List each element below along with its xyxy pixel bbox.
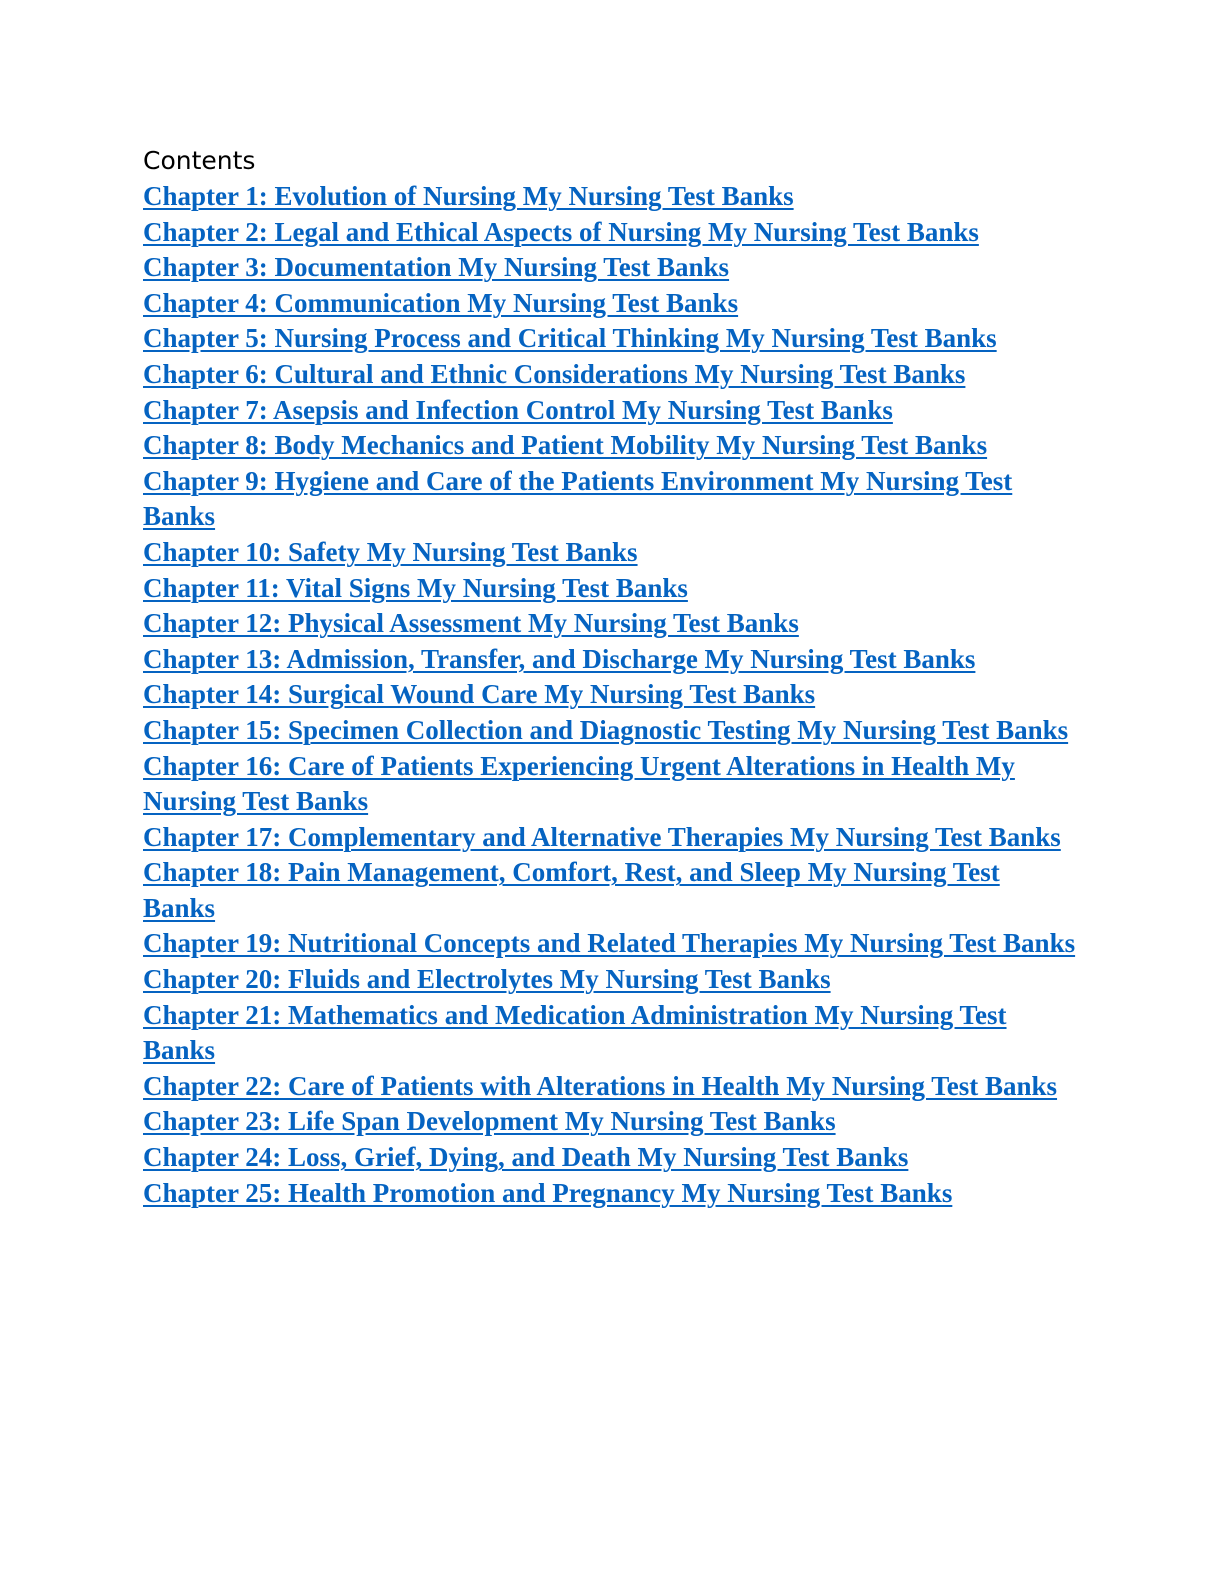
document-page bbox=[143, 142, 1078, 1211]
toc-link-chapter-16[interactable]: Chapter 16: Care of Patients Experiencing Urgent Alterations in Health My Nursing Test Banks bbox=[143, 750, 1015, 817]
toc-item-chapter-8 bbox=[143, 428, 1078, 464]
toc-link-chapter-24[interactable]: Chapter 24: Loss, Grief, Dying, and Death My Nursing Test Banks bbox=[143, 1142, 909, 1173]
toc-item-chapter-19 bbox=[143, 926, 1078, 962]
toc-link-chapter-2[interactable]: Chapter 2: Legal and Ethical Aspects of Nursing My Nursing Test Banks bbox=[143, 216, 979, 247]
toc-link-chapter-17[interactable]: Chapter 17: Complementary and Alternative Therapies My Nursing Test Banks bbox=[143, 821, 1061, 852]
toc-item-chapter-9 bbox=[143, 464, 1078, 535]
toc-item-chapter-2 bbox=[143, 215, 1078, 251]
toc-link-chapter-1[interactable]: Chapter 1: Evolution of Nursing My Nursing Test Banks bbox=[143, 181, 794, 211]
toc-link-chapter-23[interactable]: Chapter 23: Life Span Development My Nursing Test Banks bbox=[143, 1106, 836, 1137]
toc-link-chapter-22[interactable]: Chapter 22: Care of Patients with Alterations in Health My Nursing Test Banks bbox=[143, 1070, 1058, 1101]
toc-link-chapter-13[interactable]: Chapter 13: Admission, Transfer, and Discharge My Nursing Test Banks bbox=[143, 643, 976, 674]
toc-link-chapter-5[interactable]: Chapter 5: Nursing Process and Critical Thinking My Nursing Test Banks bbox=[143, 323, 997, 354]
toc-link-chapter-8[interactable]: Chapter 8: Body Mechanics and Patient Mobility My Nursing Test Banks bbox=[143, 430, 988, 461]
toc-item-chapter-1 bbox=[143, 179, 1078, 215]
toc-item-chapter-6 bbox=[143, 357, 1078, 393]
toc-link-chapter-19[interactable]: Chapter 19: Nutritional Concepts and Related Therapies My Nursing Test Banks bbox=[143, 928, 1076, 959]
toc-link-chapter-25[interactable]: Chapter 25: Health Promotion and Pregnancy My Nursing Test Banks bbox=[143, 1177, 953, 1208]
toc-link-chapter-20[interactable]: Chapter 20: Fluids and Electrolytes My Nursing Test Banks bbox=[143, 964, 831, 995]
toc-item-chapter-22 bbox=[143, 1069, 1078, 1105]
contents-heading: Contents bbox=[143, 146, 256, 175]
toc-item-chapter-25 bbox=[143, 1176, 1078, 1212]
toc-link-chapter-9[interactable]: Chapter 9: Hygiene and Care of the Patients Environment My Nursing Test Banks bbox=[143, 465, 1013, 532]
toc-item-chapter-14 bbox=[143, 677, 1078, 713]
toc-item-chapter-5 bbox=[143, 321, 1078, 357]
toc-item-chapter-17 bbox=[143, 820, 1078, 856]
toc-link-chapter-18[interactable]: Chapter 18: Pain Management, Comfort, Rest, and Sleep My Nursing Test Banks bbox=[143, 857, 1000, 923]
toc-item-chapter-16 bbox=[143, 749, 1078, 820]
toc-item-chapter-21 bbox=[143, 998, 1078, 1069]
toc-item-chapter-15 bbox=[143, 713, 1078, 749]
toc-item-chapter-10 bbox=[143, 535, 1078, 571]
toc-item-chapter-11 bbox=[143, 571, 1078, 607]
toc-item-chapter-7 bbox=[143, 393, 1078, 429]
toc-link-chapter-14[interactable]: Chapter 14: Surgical Wound Care My Nursing Test Banks bbox=[143, 679, 816, 710]
toc-link-chapter-15[interactable]: Chapter 15: Specimen Collection and Diagnostic Testing My Nursing Test Banks bbox=[143, 714, 1069, 745]
toc-item-chapter-23 bbox=[143, 1104, 1078, 1140]
toc-link-chapter-11[interactable]: Chapter 11: Vital Signs My Nursing Test Banks bbox=[143, 572, 688, 603]
toc-item-chapter-20 bbox=[143, 962, 1078, 998]
toc-link-chapter-10[interactable]: Chapter 10: Safety My Nursing Test Banks bbox=[143, 536, 638, 567]
toc-item-chapter-18 bbox=[143, 855, 1078, 926]
table-of-contents bbox=[143, 179, 1078, 1211]
toc-item-chapter-3 bbox=[143, 250, 1078, 286]
toc-link-chapter-6[interactable]: Chapter 6: Cultural and Ethnic Considerations My Nursing Test Banks bbox=[143, 358, 966, 389]
toc-link-chapter-4[interactable]: Chapter 4: Communication My Nursing Test Banks bbox=[143, 287, 739, 318]
toc-link-chapter-21[interactable]: Chapter 21: Mathematics and Medication Administration My Nursing Test Banks bbox=[143, 999, 1007, 1066]
toc-link-chapter-3[interactable]: Chapter 3: Documentation My Nursing Test Banks bbox=[143, 252, 730, 283]
toc-link-chapter-7[interactable]: Chapter 7: Asepsis and Infection Control My Nursing Test Banks bbox=[143, 394, 893, 425]
toc-item-chapter-24 bbox=[143, 1140, 1078, 1176]
toc-item-chapter-13 bbox=[143, 642, 1078, 678]
toc-link-chapter-12[interactable]: Chapter 12: Physical Assessment My Nursing Test Banks bbox=[143, 608, 799, 639]
toc-item-chapter-4 bbox=[143, 286, 1078, 322]
toc-item-chapter-12 bbox=[143, 606, 1078, 642]
